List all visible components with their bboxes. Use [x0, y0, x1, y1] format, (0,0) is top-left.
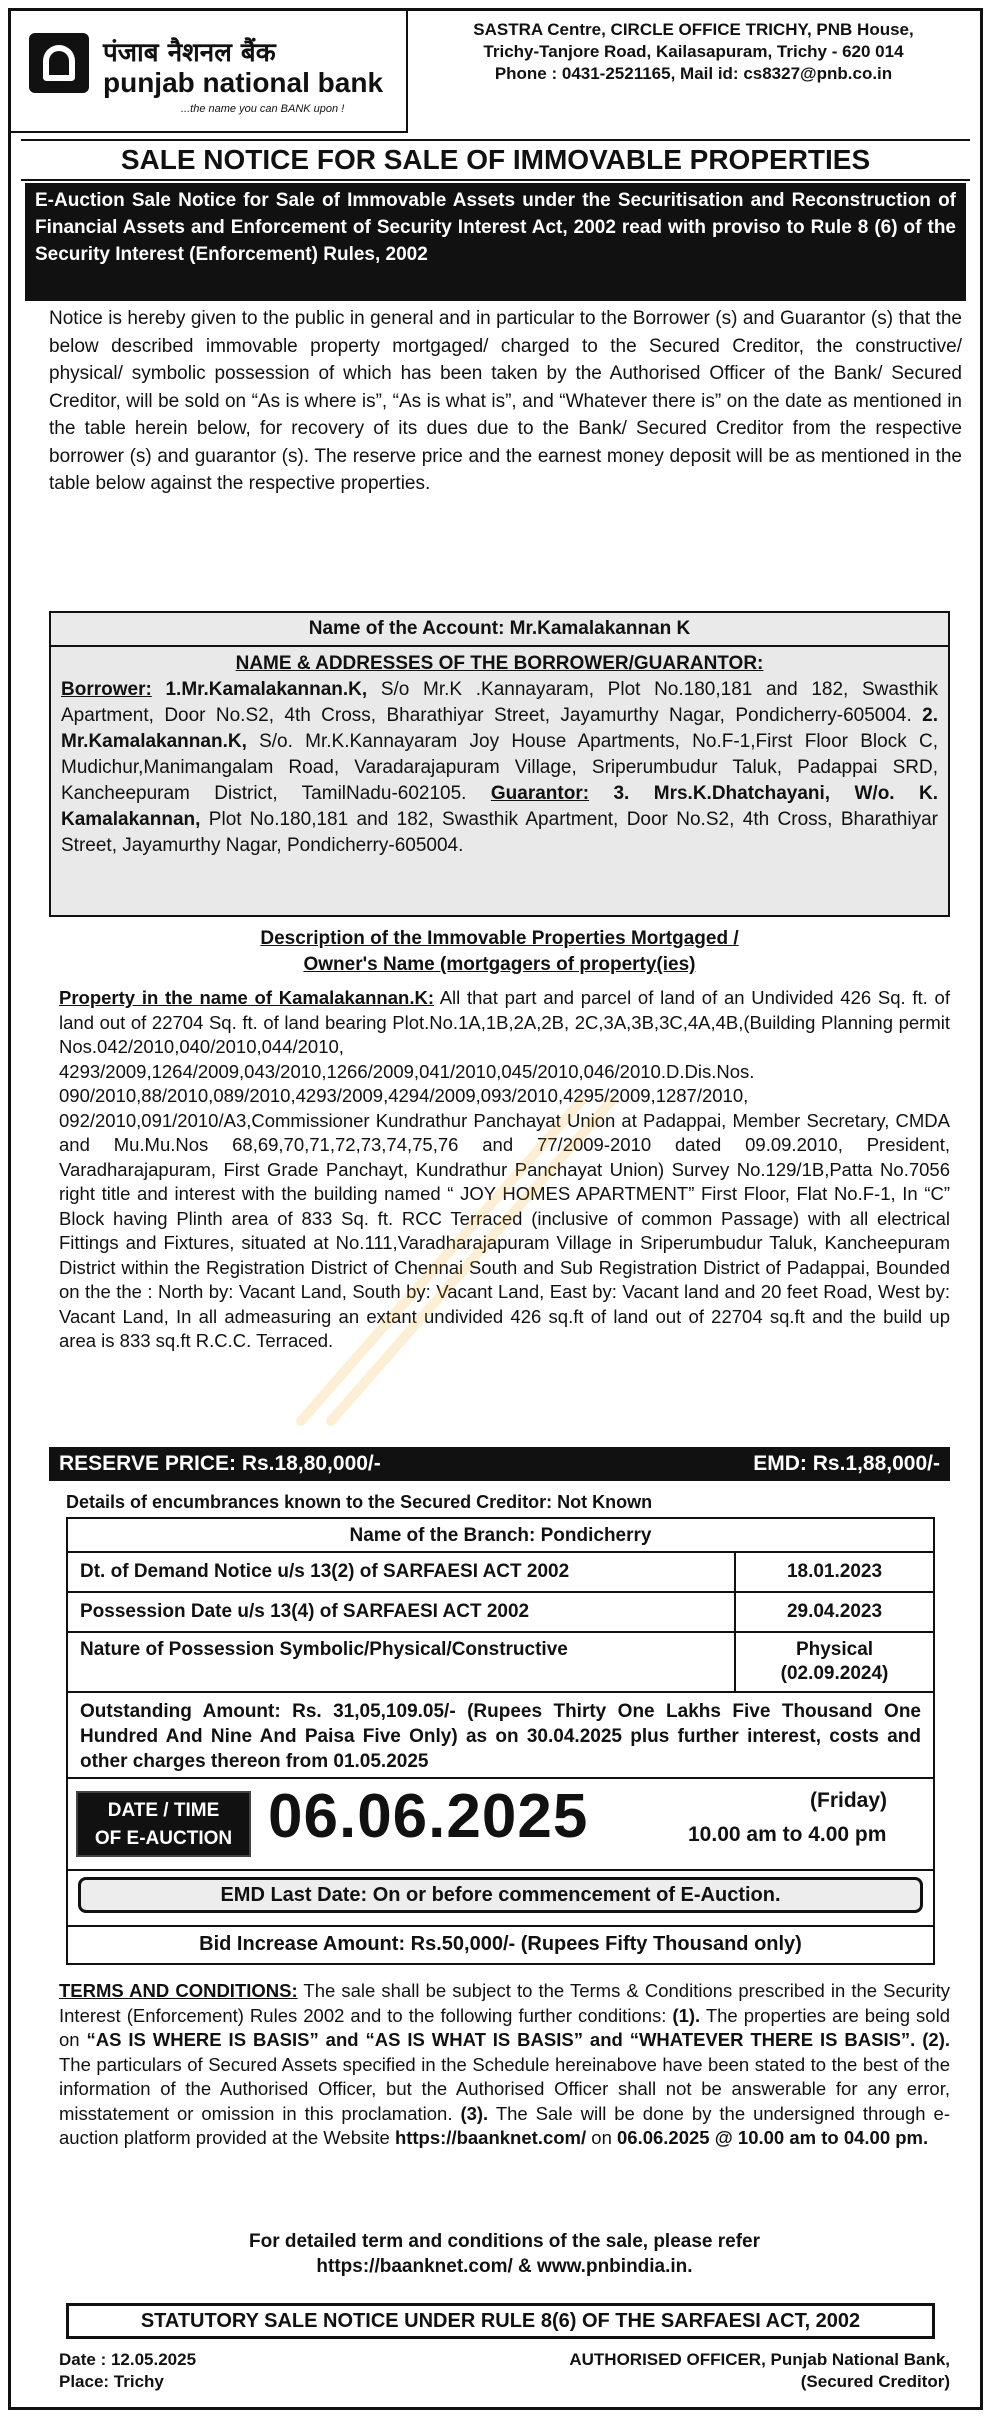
nature-value-date: (02.09.2024)	[780, 1663, 889, 1684]
terms-label: TERMS AND CONDITIONS:	[59, 1980, 298, 2001]
bank-name-hindi: पंजाब नैशनल बैंक	[103, 38, 276, 68]
account-value: Mr.Kamalakannan K	[509, 618, 691, 639]
pnb-logo-icon	[29, 33, 89, 93]
borrower-guarantor-box	[49, 645, 950, 917]
statutory-notice: STATUTORY SALE NOTICE UNDER RULE 8(6) OF THE SARFAESI ACT, 2002	[66, 2303, 935, 2339]
terms-auction-when: 06.06.2025 @ 10.00 am to 04.00 pm.	[617, 2127, 929, 2148]
bank-logo-block	[11, 11, 408, 133]
officer-line: (Secured Creditor)	[800, 2372, 950, 2391]
auction-label	[76, 1791, 251, 1857]
auction-label-line: OF E-AUCTION	[94, 1828, 233, 1849]
terms-basis: “AS IS WHAT IS BASIS”	[365, 2029, 583, 2050]
terms-basis: “AS IS WHERE IS BASIS”	[86, 2029, 319, 2050]
emd-last-date: EMD Last Date: On or before commencement of E-Auction.	[78, 1877, 923, 1913]
auction-date: 06.06.2025	[268, 1782, 589, 1851]
guarantor-address: Plot No.180,181 and 182, Swasthik Apartment, Door No.S2, 4th Cross, Bharathiyar Street, Jayamurthy Nagar, Pondicherry-605004.	[61, 809, 938, 856]
nature-label: Nature of Possession Symbolic/Physical/Constructive	[68, 1633, 736, 1691]
officer-line: AUTHORISED OFFICER, Punjab National Bank,	[569, 2350, 950, 2369]
act-subtitle: E-Auction Sale Notice for Sale of Immovable Assets under the Securitisation and Reconstruction of Financial Assets and Enforcement of Security Interest Act, 2002 read with proviso to Rule 8 (6) of the Security Interest (Enforcement) Rules, 2002	[25, 183, 966, 301]
terms-and: and	[589, 2029, 623, 2050]
terms-number: (3).	[460, 2102, 489, 2124]
terms-website-link[interactable]: https://baanknet.com/	[394, 2127, 587, 2148]
outstanding-amount: Outstanding Amount: Rs. 31,05,109.05/- (Rupees Thirty One Lakhs Five Thousand One Hundred And Nine And Paisa Five Only) as on 30.04.2025 plus further interest, costs and other charges thereon from 01.05.2025	[80, 1701, 921, 1772]
notice-date-place	[59, 2349, 196, 2393]
terms-and: and	[325, 2029, 359, 2050]
borrower-2-address: S/o. Mr.K.Kannayaram Joy House Apartments, No.F-1,First Floor Block C, Mudichur,Manimangalam Road, Varadarajapuram Village, Sriperumbudur Taluk, Padappai SRD, Kancheepuram District, TamilNadu-602105.	[61, 731, 938, 804]
branch-name: Name of the Branch: Pondicherry	[349, 1525, 652, 1546]
office-line: SASTRA Centre, CIRCLE OFFICE TRICHY, PNB House,	[473, 20, 914, 39]
intro-paragraph: Notice is hereby given to the public in general and in particular to the Borrower (s) and Guarantor (s) that the below described immovable property mortgaged/ charged to the Secured Creditor, the constructive/ physical/ symbolic possession of which has been taken by the Authorised Officer of the Bank/ Secured Creditor, will be sold on “As is where is”, “As is what is”, and “Whatever there is” on the date as mentioned in the table herein below, for recovery of its dues due to the Bank/ Secured Creditor from the respective borrower (s) and guarantor (s). The reserve price and the earnest money deposit will be as mentioned in the table below against the respective properties.	[49, 308, 962, 494]
borrower-details	[61, 677, 938, 859]
borrower-label: Borrower:	[61, 679, 152, 700]
demand-row	[68, 1553, 933, 1593]
terms-and-conditions	[59, 1979, 950, 2151]
auction-time: 10.00 am to 4.00 pm	[688, 1823, 887, 1846]
further-details	[59, 2229, 950, 2279]
emd-amount: EMD: Rs.1,88,000/-	[753, 1452, 940, 1475]
terms-text: The sale shall be subject to the Terms & Conditions prescribed in the Security Interest (Enforcement) Rules 2002 and to the following further conditions:	[59, 1980, 950, 2026]
possession-label: Possession Date u/s 13(4) of SARFAESI ACT 2002	[68, 1593, 736, 1631]
property-description	[59, 986, 950, 1354]
nature-value-main: Physical	[795, 1639, 874, 1660]
branch-row	[68, 1519, 933, 1553]
description-heading-line: Owner's Name (mortgagers of property(ies)	[303, 954, 696, 975]
account-name	[49, 611, 950, 647]
property-owner-label: Property in the name of Kamalakannan.K:	[59, 987, 434, 1008]
description-heading	[49, 926, 950, 978]
terms-text: The Sale will be done by the undersigned through e-auction platform provided at the Website	[59, 2102, 951, 2148]
sale-notice	[8, 8, 983, 2410]
possession-value: 29.04.2023	[786, 1601, 883, 1622]
demand-value: 18.01.2023	[786, 1561, 883, 1582]
description-heading-line: Description of the Immovable Properties Mortgaged /	[260, 928, 739, 949]
property-text: All that part and parcel of land of an Undivided 426 Sq. ft. of land out of 22704 Sq. ft. of land bearing Plot.No.1A,1B,2A,2B, 2C,3A,3B,3C,4A,4B,(Building Planning permit Nos.042/2010,040/2010,044/2010, 4293/2009,1264/2009,043/2010,1266/2009,041/2010,045/2010,046/2010.D.Dis.Nos. 090/2010,88/2010,089/2010,4293/2009,4294/2009,093/2010,4295/2009,1287/2010, 092/2010,091/2010/A3,Commissioner Kundrathur Panchayat Union at Padappai, Member Secretary, CMDA and Mu.Mu.Nos 68,69,70,71,72,73,74,75,76 and 77/2009-2010 dated 09.09.2010, President, Varadharajapuram, First Grade Panchayt, Kundrathur Panchayat Union) Survey No.129/1B,Patta No.7056 right title and interest with the building named “ JOY HOMES APARTMENT” First Floor, Flat No.F-1, In “C” Block having Plinth area of 833 Sq. ft. RCC Terraced (inclusive of common Passage) with all electrical Fittings and Fixtures, situated at No.111,Varadharajapuram Village in Sriperumbudur Taluk, Kancheepuram District within the Registration District of Chennai South and Sub Registration District of Padappai, Bounded on the the : North by: Vacant Land, South by: Vacant Land, East by: Vacant land and 20 feet Road, West by: Vacant Land, In all admeasuring an extant undivided 426 sq.ft of land out of 22704 sq.ft and the build up area is 833 sq.ft R.C.C. Terraced.	[59, 987, 950, 1351]
auction-day: (Friday)	[810, 1789, 888, 1812]
details-table	[66, 1517, 935, 1965]
reserve-price-bar	[49, 1447, 950, 1481]
page-title: SALE NOTICE FOR SALE OF IMMOVABLE PROPERTIES	[21, 139, 970, 181]
notice-date: Date : 12.05.2025	[59, 2350, 197, 2369]
terms-text: on	[591, 2127, 612, 2148]
authorised-officer	[569, 2349, 950, 2393]
emd-last-row	[68, 1877, 933, 1927]
further-links[interactable]: https://baanknet.com/ & www.pnbindia.in.	[316, 2256, 693, 2277]
account-label: Name of the Account:	[308, 618, 505, 639]
office-address	[416, 19, 971, 85]
further-line: For detailed term and conditions of the sale, please refer	[248, 2231, 760, 2252]
nature-value	[736, 1633, 933, 1691]
guarantor-name: 3. Mrs.K.Dhatchayani, W/o. K. Kamalakannan,	[61, 783, 939, 830]
terms-basis: “WHATEVER THERE IS BASIS”.	[629, 2029, 916, 2050]
office-line: Phone : 0431-2521165, Mail id: cs8327@pnb.co.in	[494, 64, 893, 83]
terms-number: (1).	[672, 2004, 701, 2026]
demand-label: Dt. of Demand Notice u/s 13(2) of SARFAESI ACT 2002	[68, 1553, 736, 1591]
borrower-heading: NAME & ADDRESSES OF THE BORROWER/GUARANTOR:	[235, 653, 764, 674]
nature-row	[68, 1633, 933, 1693]
auction-row	[68, 1779, 933, 1871]
notice-place: Place: Trichy	[59, 2372, 164, 2391]
reserve-price: RESERVE PRICE: Rs.18,80,000/-	[59, 1452, 381, 1475]
terms-number: (2).	[922, 2029, 950, 2050]
bank-tagline: ...the name you can BANK upon !	[181, 103, 345, 115]
possession-row	[68, 1593, 933, 1633]
outstanding-row	[68, 1693, 933, 1779]
bid-increase: Bid Increase Amount: Rs.50,000/- (Rupees Fifty Thousand only)	[199, 1933, 802, 1955]
borrower-2-name: 2. Mr.Kamalakannan.K,	[61, 705, 939, 752]
encumbrances: Details of encumbrances known to the Secured Creditor: Not Known	[66, 1492, 653, 1512]
bid-row	[68, 1927, 933, 1963]
borrower-1-name: 1.Mr.Kamalakannan.K,	[165, 679, 368, 700]
terms-text: The particulars of Secured Assets specified in the Schedule hereinabove have been stated to the best of the information of the Authorised Officer, but the Authorised Officer shall not be answerable for any error, misstatement or omission in this proclamation.	[59, 2053, 950, 2124]
bank-name-english: punjab national bank	[103, 67, 384, 98]
guarantor-label: Guarantor:	[490, 783, 590, 804]
office-line: Trichy-Tanjore Road, Kailasapuram, Trichy - 620 014	[483, 42, 904, 61]
auction-label-line: DATE / TIME	[107, 1800, 220, 1821]
borrower-1-address: S/o Mr.K .Kannayaram, Plot No.180,181 and 182, Swasthik Apartment, Door No.S2, 4th Cross, Bharathiyar Street, Jayamurthy Nagar, Pondicherry-605004.	[61, 679, 939, 726]
terms-text: The properties are being sold on	[59, 2004, 950, 2050]
